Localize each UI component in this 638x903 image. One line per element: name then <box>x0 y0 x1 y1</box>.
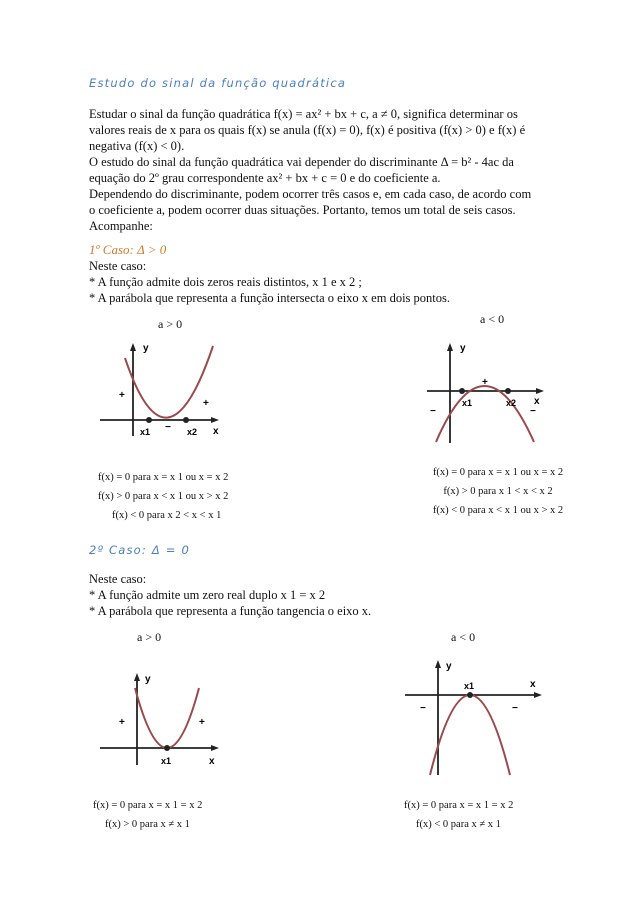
intro-line: Estudar o sinal da função quadrática f(x) = ax² + bx + c, a ≠ 0, significa determinar os <box>89 107 518 121</box>
y-label: y <box>145 674 151 685</box>
condition-line: f(x) < 0 para x ≠ x 1 <box>416 819 501 830</box>
case1-right-graph <box>422 338 552 448</box>
root-label: x1 <box>464 681 475 691</box>
x-axis-arrow <box>534 692 542 698</box>
case1-right-label: a < 0 <box>480 312 505 326</box>
case2-text <box>89 571 569 619</box>
root-label: x1 <box>140 427 151 437</box>
case1-line: * A função admite dois zeros reais distintos, x 1 e x 2 ; <box>89 275 362 289</box>
condition-line: f(x) < 0 para x 2 < x < x 1 <box>112 510 222 521</box>
root-label: x2 <box>187 427 198 437</box>
plus-sign: + <box>119 717 125 728</box>
root-point <box>467 692 473 698</box>
case1-line: Neste caso: <box>89 259 147 273</box>
case1-left-conditions <box>98 468 228 525</box>
intro-line: valores reais de x para os quais f(x) se anula (f(x) = 0), f(x) é positiva (f(x) > 0) e f(x) é <box>89 123 526 137</box>
condition-line: f(x) = 0 para x = x 1 = x 2 <box>404 800 514 811</box>
condition-line: f(x) < 0 para x < x 1 ou x > x 2 <box>432 505 564 516</box>
case2-line: Neste caso: <box>89 572 147 586</box>
parabola-curve <box>135 688 199 748</box>
case2-heading: 2º Caso: Δ = 0 <box>89 543 190 557</box>
case1-text <box>89 258 569 306</box>
plus-sign: + <box>199 717 205 728</box>
intro-line: O estudo do sinal da função quadrática vai depender do discriminante Δ = b² - 4ac da <box>89 155 514 169</box>
root-label: x1 <box>462 398 473 408</box>
minus-sign: − <box>530 406 536 417</box>
case2-line: * A função admite um zero real duplo x 1 = x 2 <box>89 588 326 602</box>
condition-line: f(x) > 0 para x ≠ x 1 <box>105 819 190 830</box>
x-axis-arrow <box>211 745 219 751</box>
case2-line: * A parábola que representa a função tangencia o eixo x. <box>89 604 372 618</box>
y-label: y <box>460 343 466 354</box>
y-axis-arrow <box>134 673 140 681</box>
parabola-curve <box>430 695 510 775</box>
root-point <box>505 388 511 394</box>
root-point <box>146 417 152 423</box>
y-axis-arrow <box>435 660 441 668</box>
condition-line: f(x) = 0 para x = x 1 ou x = x 2 <box>98 472 229 483</box>
intro-line: equação do 2º grau correspondente ax² + bx + c = 0 e do coeficiente a. <box>89 171 441 185</box>
root-point <box>183 417 189 423</box>
minus-sign: − <box>430 406 436 417</box>
intro-line: o coeficiente a, podem ocorrer duas situações. Portanto, temos um total de seis casos. <box>89 203 516 217</box>
case1-right-conditions <box>418 463 578 520</box>
x-label: x <box>213 426 219 437</box>
x-axis-arrow <box>211 417 219 423</box>
condition-line: f(x) = 0 para x = x 1 = x 2 <box>93 800 203 811</box>
x-axis-arrow <box>536 388 544 394</box>
intro-paragraph <box>89 106 569 234</box>
x-label: x <box>209 756 215 767</box>
y-label: y <box>446 661 452 672</box>
intro-line: negativa (f(x) < 0). <box>89 139 185 153</box>
y-axis-arrow <box>130 343 136 351</box>
page-title: Estudo do sinal da função quadrática <box>89 76 347 90</box>
minus-sign: − <box>512 703 518 714</box>
condition-line: f(x) = 0 para x = x 1 ou x = x 2 <box>432 467 564 478</box>
case1-left-graph <box>95 338 225 438</box>
y-label: y <box>143 343 149 354</box>
case1-left-label: a > 0 <box>158 317 183 331</box>
plus-sign: + <box>203 398 209 409</box>
case1-heading: 1º Caso: Δ > 0 <box>89 242 167 257</box>
x-label: x <box>534 396 540 407</box>
root-point <box>459 388 465 394</box>
parabola-curve <box>125 346 213 418</box>
root-label: x1 <box>161 756 172 766</box>
y-axis-arrow <box>447 343 453 351</box>
case2-left-conditions <box>93 796 202 834</box>
minus-sign: − <box>420 703 426 714</box>
x-label: x <box>530 679 536 690</box>
case2-right-label: a < 0 <box>451 630 476 644</box>
case2-left-label: a > 0 <box>137 630 162 644</box>
condition-line: f(x) > 0 para x < x 1 ou x > x 2 <box>98 491 229 502</box>
root-point <box>164 745 170 751</box>
minus-sign: − <box>165 422 171 433</box>
case2-right-conditions <box>404 796 513 834</box>
case1-line: * A parábola que representa a função intersecta o eixo x em dois pontos. <box>89 291 450 305</box>
plus-sign: + <box>119 390 125 401</box>
case2-left-graph <box>95 670 225 770</box>
intro-line: Dependendo do discriminante, podem ocorrer três casos e, em cada caso, de acordo com <box>89 187 532 201</box>
case2-right-graph <box>400 655 550 780</box>
condition-line: f(x) > 0 para x 1 < x < x 2 <box>443 486 553 497</box>
intro-line: Acompanhe: <box>89 219 153 233</box>
plus-sign: + <box>482 377 488 388</box>
root-label: x2 <box>506 398 517 408</box>
